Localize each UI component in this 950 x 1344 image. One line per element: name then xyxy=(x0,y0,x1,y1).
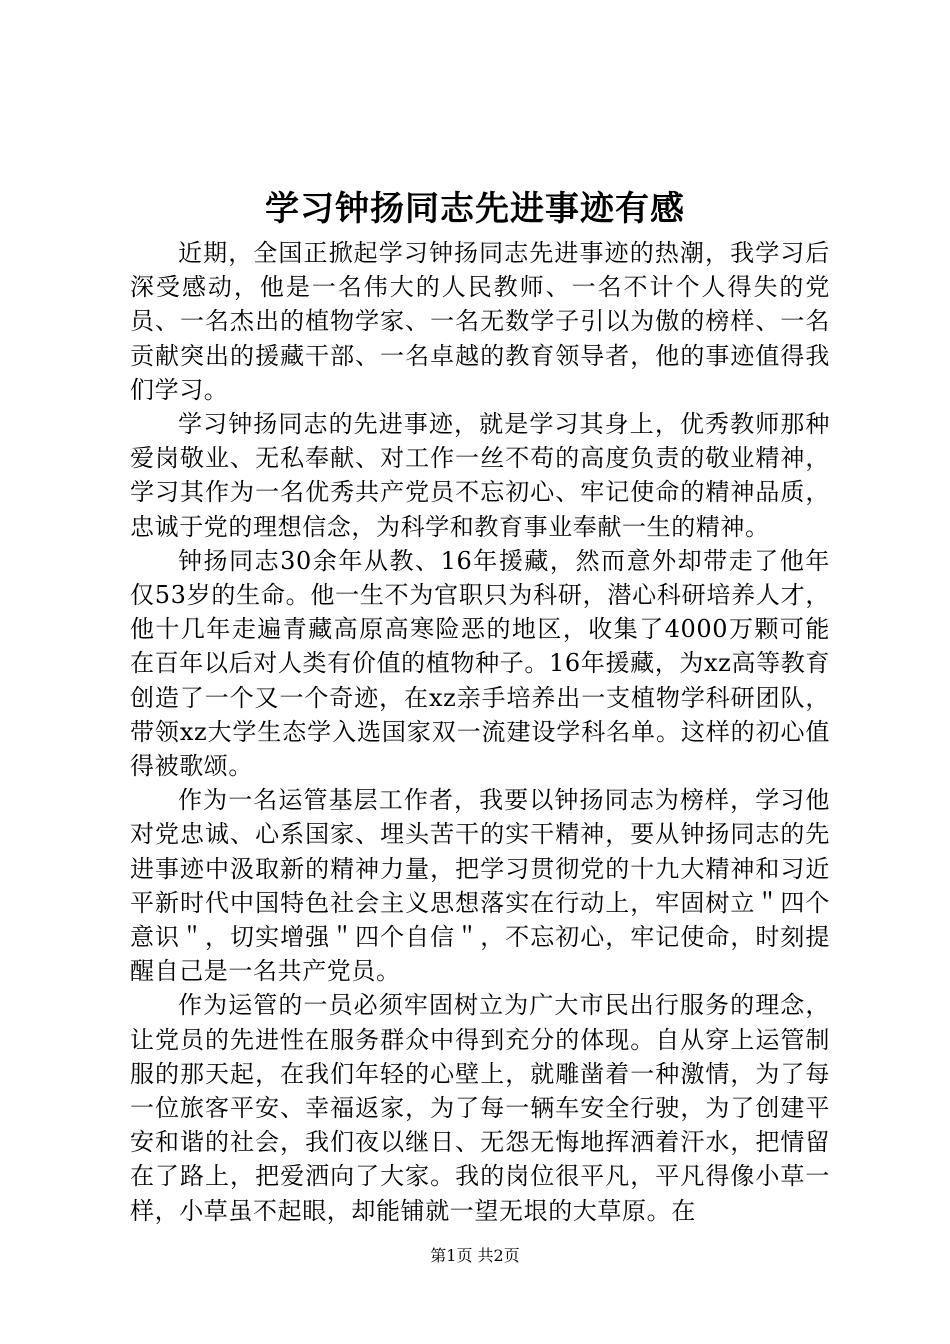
paragraph-4: 作为一名运管基层工作者，我要以钟扬同志为榜样，学习他对党忠诚、心系国家、埋头苦干的实干精神，要从钟扬同志的先进事迹中汲取新的精神力量，把学习贯彻党的十九大精神和习近平新时代中国特色社会主义思想落实在行动上，牢固树立＂四个意识＂，切实增强＂四个自信＂，不忘初心，牢记使命，时刻提醒自己是一名共产党员。 xyxy=(130,786,830,986)
paragraph-5: 作为运管的一员必须牢固树立为广大市民出行服务的理念，让党员的先进性在服务群众中得到充分的体现。自从穿上运管制服的那天起，在我们年轻的心壁上，就雕凿着一种激情，为了每一位旅客平安、幸福返家，为了每一辆车安全行驶，为了创建平安和谐的社会，我们夜以继日、无怨无悔地挥洒着汗水，把情留在了路上，把爱洒向了大家。我的岗位很平凡，平凡得像小草一样，小草虽不起眼，却能铺就一望无垠的大草原。在 xyxy=(130,991,830,1225)
paragraph-2: 学习钟扬同志的先进事迹，就是学习其身上，优秀教师那种爱岗敬业、无私奉献、对工作一丝不苟的高度负责的敬业精神，学习其作为一名优秀共产党员不忘初心、牢记使命的精神品质，忠诚于党的理想信念，为科学和教育事业奉献一生的精神。 xyxy=(130,410,830,541)
document-title: 学习钟扬同志先进事迹有感 xyxy=(265,189,685,229)
paragraph-3: 钟扬同志30余年从教、16年援藏，然而意外却带走了他年仅53岁的生命。他一生不为官职只为科研，潜心科研培养人才，他十几年走遍青藏高原高寒险恶的地区，收集了4000万颗可能在百年以后对人类有价值的植物种子。16年援藏，为xz高等教育创造了一个又一个奇迹，在xz亲手培养出一支植物学科研团队，带领xz大学生态学入选国家双一流建设学科名单。这样的初心值得被歌颂。 xyxy=(130,546,830,781)
document-body xyxy=(130,236,830,1228)
page-number-footer: 第1页 共2页 xyxy=(430,1246,520,1265)
paragraph-1: 近期，全国正掀起学习钟扬同志先进事迹的热潮，我学习后深受感动，他是一名伟大的人民教师、一名不计个人得失的党员、一名杰出的植物学家、一名无数学子引以为傲的榜样、一名贡献突出的援藏干部、一名卓越的教育领导者，他的事迹值得我们学习。 xyxy=(130,239,830,404)
